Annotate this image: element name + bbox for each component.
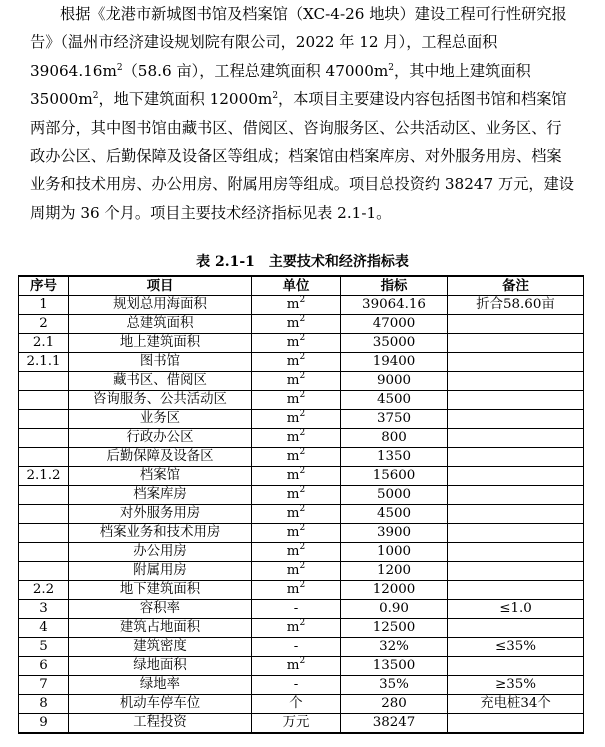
- table-row: [19, 581, 584, 600]
- cell-value: 39064.16: [341, 296, 448, 315]
- table-row: [19, 505, 584, 524]
- table-caption: 表 2.1-1 主要技术和经济指标表: [196, 254, 409, 270]
- unit-superscript: 2: [299, 580, 306, 590]
- cell-note: 折合58.60亩: [448, 296, 584, 315]
- unit-superscript: 2: [299, 447, 306, 457]
- cell-value: 5000: [341, 486, 448, 505]
- cell-no: [19, 486, 69, 505]
- cell-note: ≤35%: [448, 638, 584, 657]
- cell-item: 业务区: [69, 410, 252, 429]
- cell-value: 13500: [341, 657, 448, 676]
- cell-no: 2.1.1: [19, 353, 69, 372]
- cell-value: 3750: [341, 410, 448, 429]
- paragraph-part: ，其中地上建筑面积 35000m: [30, 61, 531, 109]
- table-row: [19, 543, 584, 562]
- cell-item: 地上建筑面积: [69, 334, 252, 353]
- cell-no: [19, 391, 69, 410]
- unit-text: m: [286, 449, 300, 464]
- cell-item: 总建筑面积: [69, 315, 252, 334]
- cell-note: [448, 543, 584, 562]
- table-row: [19, 334, 584, 353]
- unit-text: m: [286, 563, 300, 578]
- cell-item: 绿地率: [69, 676, 252, 695]
- unit-superscript: 2: [299, 428, 306, 438]
- cell-item: 绿地面积: [69, 657, 252, 676]
- table-row: [19, 676, 584, 695]
- table-row: [19, 600, 584, 619]
- cell-unit: [252, 410, 341, 429]
- unit-superscript: 2: [299, 314, 306, 324]
- table-row: [19, 714, 584, 734]
- unit-text: m: [286, 468, 300, 483]
- cell-unit: [252, 714, 341, 734]
- unit-superscript: 2: [299, 371, 306, 381]
- cell-item: 图书馆: [69, 353, 252, 372]
- cell-unit: [252, 467, 341, 486]
- unit-text: m: [286, 335, 300, 350]
- cell-value: 35000: [341, 334, 448, 353]
- unit-text: -: [293, 601, 299, 616]
- cell-value: 47000: [341, 315, 448, 334]
- superscript: 2: [92, 91, 99, 102]
- paragraph-part: ，本项目主要建设内容包括图书馆和档案馆两部分，其中图书馆由藏书区、借阅区、咨询服务区、公共活动区、业务区、行政办公区、后勤保障及设备区等组成；档案馆由档案库房、对外服务用房、档案业务和技术用房、办公用房、附属用房等组成。项目总投资约 38247 万元，建设周期为 36 个月。项目主要技术经济指标见表 2.1-1。: [30, 90, 574, 222]
- cell-note: 充电桩34个: [448, 695, 584, 714]
- indicator-table: [18, 275, 584, 734]
- unit-text: m: [286, 430, 300, 445]
- cell-value: 4500: [341, 505, 448, 524]
- cell-unit: [252, 600, 341, 619]
- unit-superscript: 2: [299, 656, 306, 666]
- cell-no: [19, 562, 69, 581]
- cell-unit: [252, 486, 341, 505]
- cell-no: 3: [19, 600, 69, 619]
- cell-note: [448, 372, 584, 391]
- cell-item: 档案馆: [69, 467, 252, 486]
- cell-note: [448, 562, 584, 581]
- cell-unit: [252, 695, 341, 714]
- cell-note: [448, 353, 584, 372]
- table-row: [19, 429, 584, 448]
- table-row: [19, 448, 584, 467]
- table-row: [19, 619, 584, 638]
- cell-unit: [252, 391, 341, 410]
- cell-note: [448, 581, 584, 600]
- unit-superscript: 2: [299, 390, 306, 400]
- header-value: 指标: [341, 276, 448, 296]
- unit-text: m: [286, 392, 300, 407]
- cell-item: 建筑占地面积: [69, 619, 252, 638]
- cell-unit: [252, 334, 341, 353]
- cell-note: [448, 410, 584, 429]
- cell-value: 12500: [341, 619, 448, 638]
- cell-value: 19400: [341, 353, 448, 372]
- unit-text: -: [293, 639, 299, 654]
- cell-item: 规划总用海面积: [69, 296, 252, 315]
- table-row: [19, 353, 584, 372]
- cell-unit: [252, 657, 341, 676]
- cell-note: ≤1.0: [448, 600, 584, 619]
- cell-value: 1200: [341, 562, 448, 581]
- unit-superscript: 2: [299, 618, 306, 628]
- unit-text: m: [286, 582, 300, 597]
- unit-text: m: [286, 297, 300, 312]
- unit-text: m: [286, 620, 300, 635]
- unit-text: m: [286, 506, 300, 521]
- cell-item: 容积率: [69, 600, 252, 619]
- table-row: [19, 315, 584, 334]
- table-row: [19, 562, 584, 581]
- superscript: 2: [116, 62, 123, 73]
- cell-note: [448, 619, 584, 638]
- cell-value: 15600: [341, 467, 448, 486]
- cell-item: 档案库房: [69, 486, 252, 505]
- cell-no: 9: [19, 714, 69, 734]
- cell-unit: [252, 296, 341, 315]
- cell-item: 机动车停车位: [69, 695, 252, 714]
- cell-value: 38247: [341, 714, 448, 734]
- unit-superscript: 2: [299, 333, 306, 343]
- cell-no: 6: [19, 657, 69, 676]
- paragraph-part: ，地下建筑面积 12000m: [98, 90, 273, 109]
- cell-value: 1000: [341, 543, 448, 562]
- cell-note: [448, 657, 584, 676]
- unit-text: m: [286, 316, 300, 331]
- cell-unit: [252, 581, 341, 600]
- table-row: [19, 657, 584, 676]
- unit-text: m: [286, 544, 300, 559]
- table-header-row: [19, 276, 584, 296]
- cell-unit: [252, 562, 341, 581]
- cell-value: 35%: [341, 676, 448, 695]
- header-unit: 单位: [252, 276, 341, 296]
- cell-no: 2.2: [19, 581, 69, 600]
- table-row: [19, 296, 584, 315]
- cell-no: [19, 372, 69, 391]
- cell-item: 工程投资: [69, 714, 252, 734]
- cell-no: 7: [19, 676, 69, 695]
- unit-superscript: 2: [299, 295, 306, 305]
- cell-no: 2: [19, 315, 69, 334]
- cell-no: [19, 543, 69, 562]
- cell-item: 建筑密度: [69, 638, 252, 657]
- cell-note: [448, 524, 584, 543]
- cell-no: [19, 410, 69, 429]
- header-item: 项目: [69, 276, 252, 296]
- cell-item: 档案业务和技术用房: [69, 524, 252, 543]
- cell-note: [448, 429, 584, 448]
- header-note: 备注: [448, 276, 584, 296]
- cell-value: 0.90: [341, 600, 448, 619]
- cell-note: [448, 505, 584, 524]
- cell-value: 9000: [341, 372, 448, 391]
- unit-text: m: [286, 411, 300, 426]
- cell-no: 8: [19, 695, 69, 714]
- cell-no: [19, 505, 69, 524]
- paragraph-part: 根据《龙港市新城图书馆及档案馆（XC-4-26 地块）建设工程可行性研究报告》（温州市经济建设规划院有限公司，2022 年 12 月），工程总面积 39064.16m: [30, 5, 567, 80]
- cell-unit: [252, 372, 341, 391]
- unit-text: m: [286, 354, 300, 369]
- unit-superscript: 2: [299, 466, 306, 476]
- unit-text: m: [286, 373, 300, 388]
- unit-text: m: [286, 658, 300, 673]
- table-row: [19, 391, 584, 410]
- superscript: 2: [388, 62, 394, 73]
- cell-item: 地下建筑面积: [69, 581, 252, 600]
- cell-no: [19, 448, 69, 467]
- cell-note: [448, 714, 584, 734]
- paragraph-part: （58.6 亩），工程总建筑面积 47000m: [122, 61, 389, 80]
- unit-text: -: [293, 677, 299, 692]
- cell-value: 3900: [341, 524, 448, 543]
- cell-unit: [252, 524, 341, 543]
- unit-superscript: 2: [299, 561, 306, 571]
- superscript: 2: [272, 91, 279, 102]
- cell-no: 1: [19, 296, 69, 315]
- cell-item: 咨询服务、公共活动区: [69, 391, 252, 410]
- cell-no: 5: [19, 638, 69, 657]
- unit-superscript: 2: [299, 485, 306, 495]
- unit-superscript: 2: [299, 352, 306, 362]
- cell-note: [448, 391, 584, 410]
- table-row: [19, 695, 584, 714]
- cell-no: 4: [19, 619, 69, 638]
- unit-superscript: 2: [299, 504, 306, 514]
- cell-item: 办公用房: [69, 543, 252, 562]
- cell-unit: [252, 353, 341, 372]
- cell-no: [19, 429, 69, 448]
- header-no: 序号: [19, 276, 69, 296]
- body-paragraph: [30, 0, 575, 227]
- unit-text: m: [286, 525, 300, 540]
- unit-text: 个: [289, 696, 303, 711]
- cell-value: 4500: [341, 391, 448, 410]
- table-row: [19, 410, 584, 429]
- cell-unit: [252, 543, 341, 562]
- cell-value: 800: [341, 429, 448, 448]
- unit-superscript: 2: [299, 409, 306, 419]
- cell-unit: [252, 619, 341, 638]
- cell-unit: [252, 676, 341, 695]
- cell-no: [19, 524, 69, 543]
- cell-item: 藏书区、借阅区: [69, 372, 252, 391]
- cell-note: [448, 334, 584, 353]
- table-row: [19, 486, 584, 505]
- cell-value: 12000: [341, 581, 448, 600]
- cell-unit: [252, 429, 341, 448]
- cell-note: [448, 448, 584, 467]
- table-row: [19, 524, 584, 543]
- cell-unit: [252, 315, 341, 334]
- cell-unit: [252, 448, 341, 467]
- table-row: [19, 638, 584, 657]
- cell-no: 2.1.2: [19, 467, 69, 486]
- cell-item: 附属用房: [69, 562, 252, 581]
- cell-value: 1350: [341, 448, 448, 467]
- cell-value: 280: [341, 695, 448, 714]
- cell-unit: [252, 505, 341, 524]
- cell-item: 对外服务用房: [69, 505, 252, 524]
- unit-superscript: 2: [299, 542, 306, 552]
- cell-item: 后勤保障及设备区: [69, 448, 252, 467]
- cell-unit: [252, 638, 341, 657]
- cell-note: [448, 315, 584, 334]
- unit-text: m: [286, 487, 300, 502]
- table-row: [19, 467, 584, 486]
- cell-no: 2.1: [19, 334, 69, 353]
- cell-note: [448, 486, 584, 505]
- table-row: [19, 372, 584, 391]
- unit-text: 万元: [282, 715, 310, 730]
- unit-superscript: 2: [299, 523, 306, 533]
- cell-value: 32%: [341, 638, 448, 657]
- cell-note: ≥35%: [448, 676, 584, 695]
- cell-note: [448, 467, 584, 486]
- cell-item: 行政办公区: [69, 429, 252, 448]
